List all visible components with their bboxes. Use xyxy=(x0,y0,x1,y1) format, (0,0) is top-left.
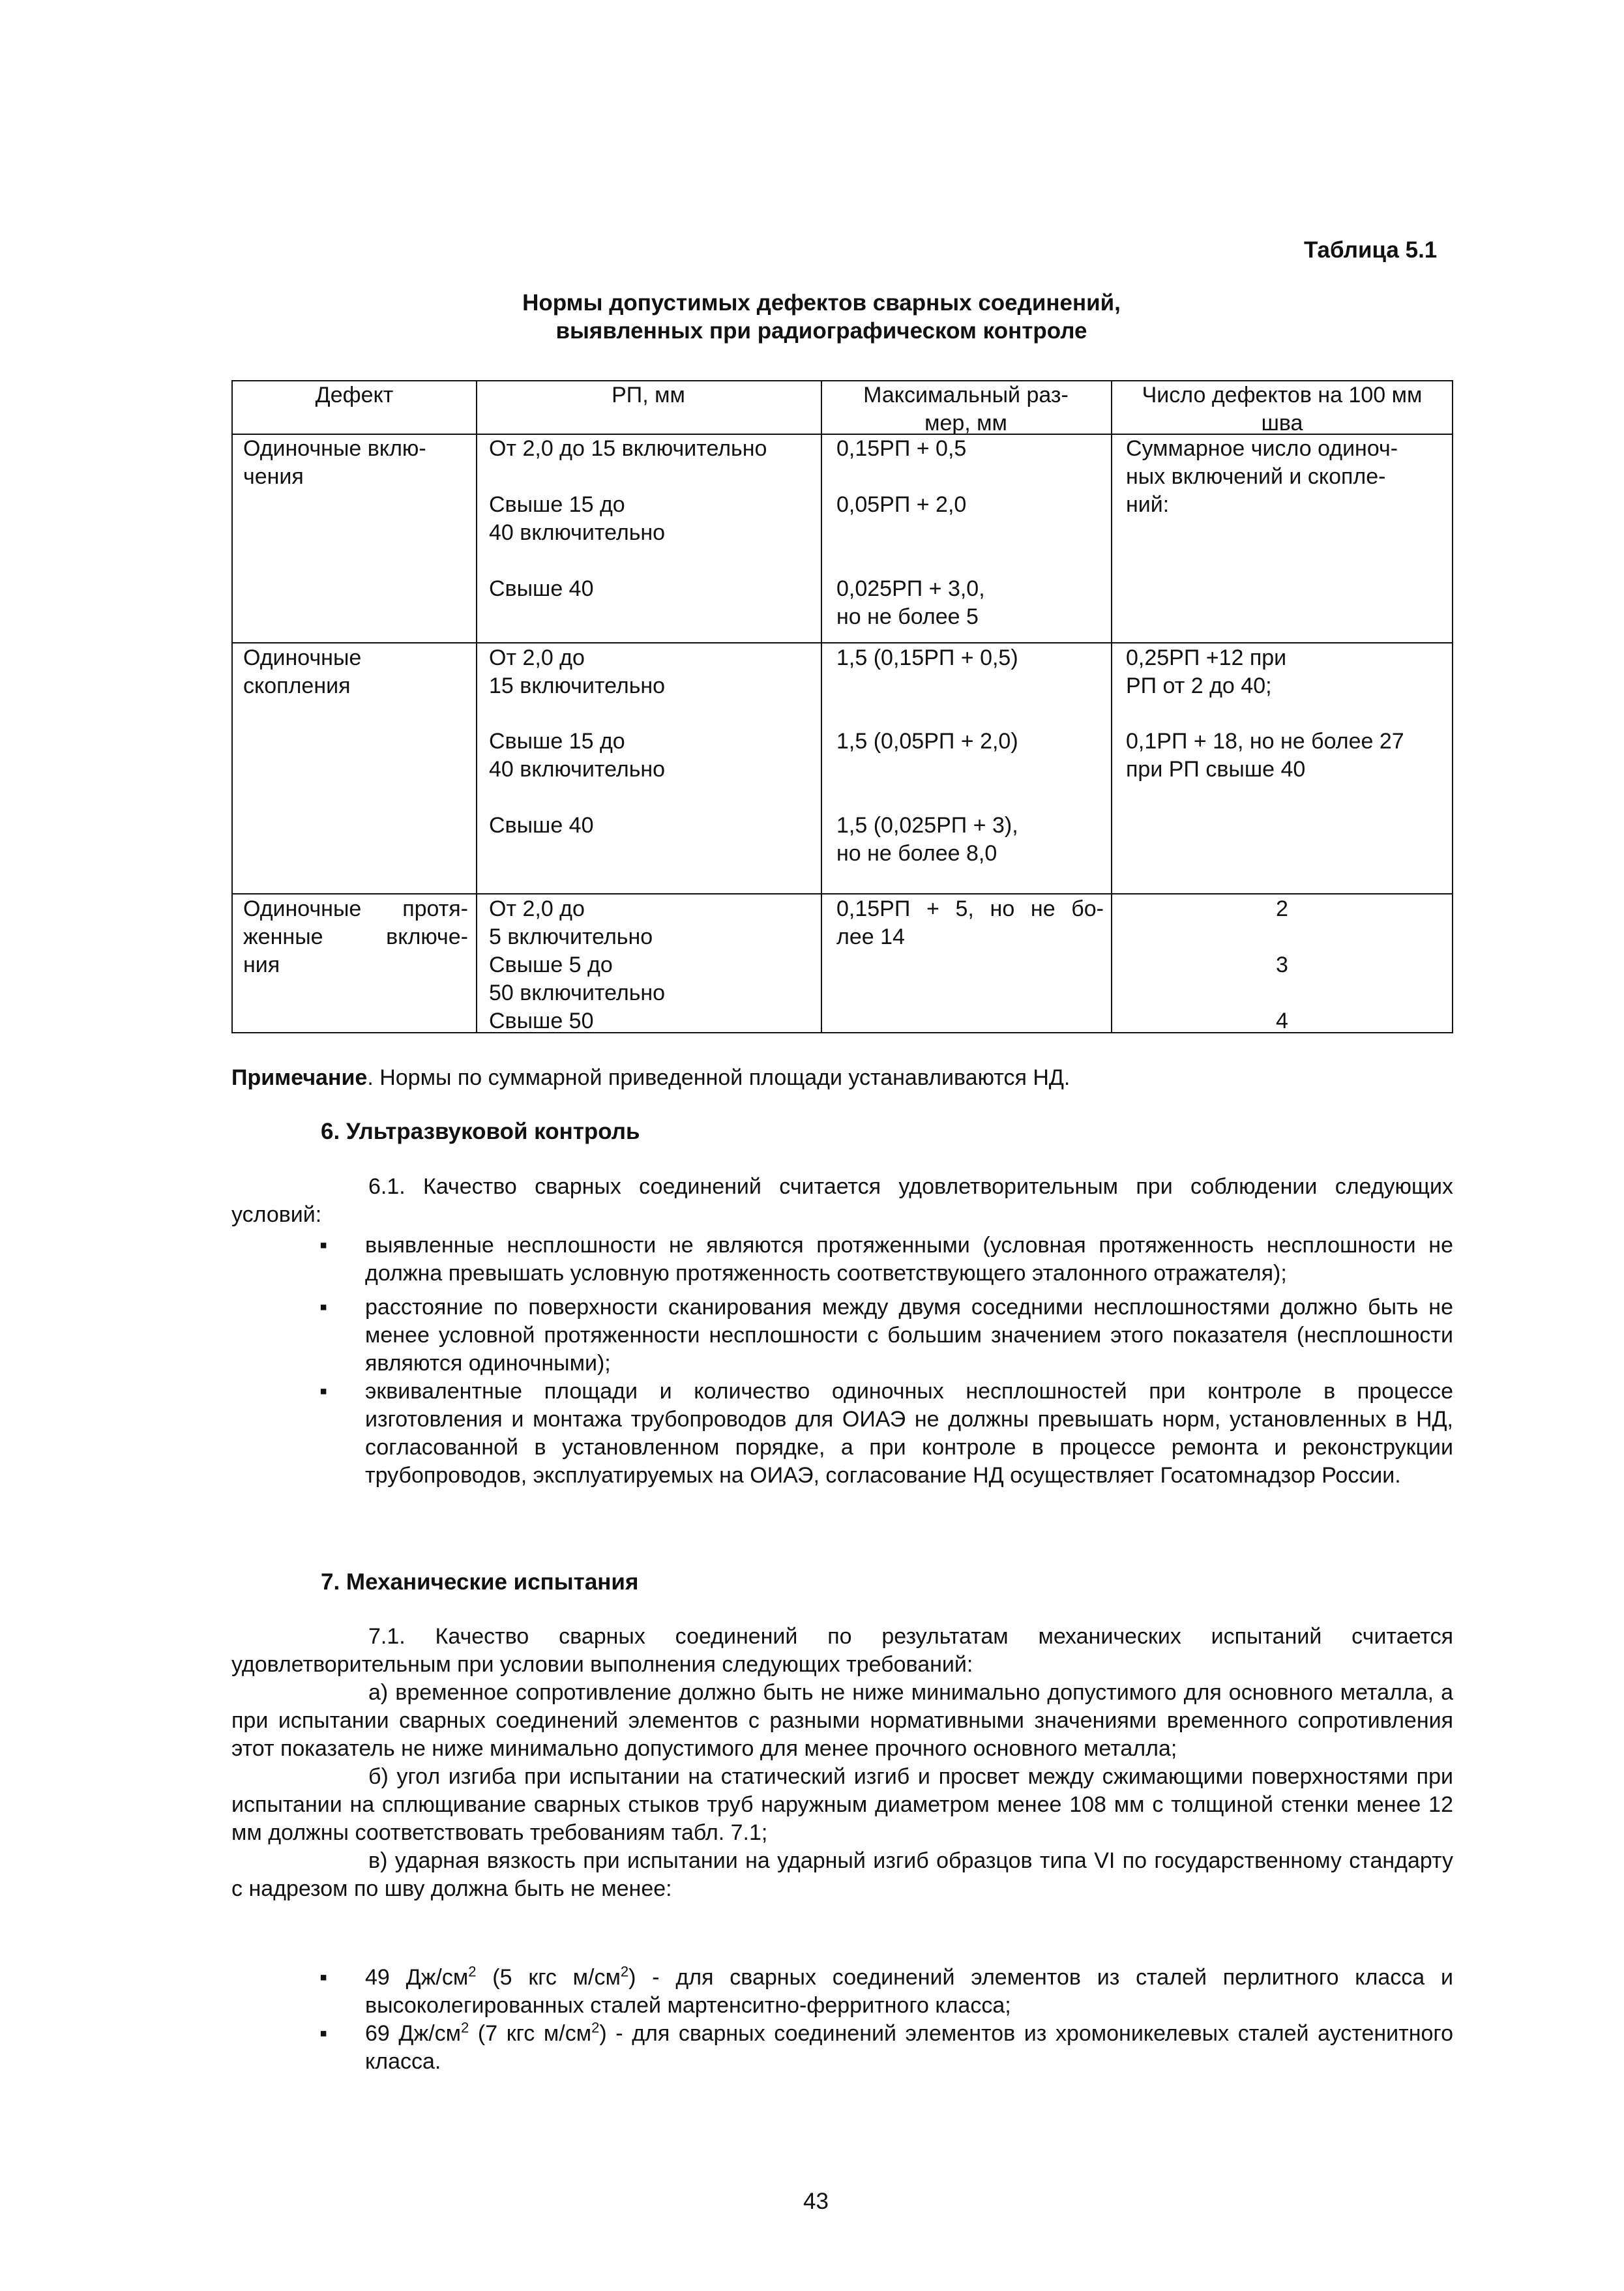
section-6-bullets xyxy=(319,1232,1453,1490)
row-divider xyxy=(233,642,1452,643)
section-7-paragraph: 7.1. Качество сварных соединений по результатам механических испытаний считается удовлетворительным при условии выполнения следующих требований: xyxy=(231,1624,1453,1677)
bullet-icon: ▪ xyxy=(319,1295,328,1320)
max-size-cell: 1,5 (0,05РП + 2,0) xyxy=(836,729,1018,754)
max-size-cell: 0,025РП + 3,0, но не более 5 xyxy=(836,576,985,629)
section-7-body xyxy=(231,1623,1453,1903)
defects-table xyxy=(231,380,1453,1033)
section-7-heading: 7. Механические испытания xyxy=(321,1569,639,1595)
rp-cell: Свыше 15 до 40 включительно xyxy=(489,729,666,782)
table-label: Таблица 5.1 xyxy=(1304,237,1438,263)
max-size-cell: 0,15РП + 5, но не бо- лее 14 xyxy=(836,896,1104,949)
list-item: ▪ 49 $Дж/см^2$ (5 кгс $м/см^2$) - для сварных соединений элементов из сталей перлитного класса и высоколегированных сталей мартенситно-ферритного класса; xyxy=(319,1963,1454,2018)
note-label: Примечание xyxy=(231,1065,368,1090)
requirement-c: в) ударная вязкость при испытании на ударный изгиб образцов типа VI по государственному стандарту с надрезом по шву должна быть не менее: xyxy=(231,1848,1453,1901)
col-divider xyxy=(1111,381,1112,1032)
rp-cell: От 2,0 до 15 включительно xyxy=(489,436,767,461)
rp-cell: Свыше 15 до 40 включительно xyxy=(489,492,666,545)
list-item: ▪ выявленные несплошности не являются протяженными (условная протяженность несплошности не должна превышать условную протяженность соответствующего эталонного отражателя); xyxy=(319,1233,1453,1286)
page-number: 43 xyxy=(803,2189,829,2214)
defect-single-clusters: Одиночные скопления xyxy=(243,645,362,698)
list-item: ▪ расстояние по поверхности сканирования между двумя соседними несплошностями должно быть не менее условной протяженности несплошности с большим значением этого показателя (несплошности являются одиночными); xyxy=(319,1295,1453,1376)
max-size-cell: 1,5 (0,15РП + 0,5) xyxy=(836,645,1018,670)
requirement-b: б) угол изгиба при испытании на статический изгиб и просвет между сжимающими поверхностями при испытании на сплющивание сварных стыков труб наружным диаметром менее 108 мм с толщиной стенки менее 12 мм должны соответствовать требованиям табл. 7.1; xyxy=(231,1764,1453,1845)
rp-cell: От 2,0 до 15 включительно xyxy=(489,645,666,698)
row-divider xyxy=(233,893,1452,894)
bullet-icon: ▪ xyxy=(319,2021,328,2046)
section-6-paragraph: 6.1. Качество сварных соединений считается удовлетворительным при соблюдении следующих условий: xyxy=(231,1174,1453,1227)
bullet-icon: ▪ xyxy=(319,1233,328,1258)
table-note xyxy=(231,1064,1070,1092)
max-size-cell: 0,15РП + 0,5 xyxy=(836,436,967,461)
note-text: . Нормы по суммарной приведенной площади устанавливаются НД. xyxy=(367,1065,1070,1090)
section-6-heading: 6. Ультразвуковой контроль xyxy=(321,1119,640,1144)
defect-single-inclusions: Одиночные вклю- чения xyxy=(243,436,426,489)
max-size-cell: 1,5 (0,025РП + 3), но не более 8,0 xyxy=(836,813,1018,866)
requirement-a: а) временное сопротивление должно быть не ниже минимально допустимого для основного металла, а при испытании сварных соединений элементов с разными нормативными значениями временного сопротивления этот показатель не ниже минимально допустимого для менее прочного основного металла; xyxy=(231,1680,1453,1761)
count-cell: 0,25РП +12 при РП от 2 до 40; xyxy=(1126,645,1287,698)
count-cell: 0,1РП + 18, но не более 27 при РП свыше 40 xyxy=(1126,729,1404,782)
col-divider xyxy=(821,381,822,1032)
list-item: ▪ 69 $Дж/см^2$ (7 кгс $м/см^2$) - для сварных соединений элементов из хромоникелевых сталей аустенитного класса. xyxy=(319,2019,1453,2074)
header-max-size: Максимальный раз- мер, мм xyxy=(863,383,1069,436)
count-cell: 2 xyxy=(1276,896,1288,921)
col-divider xyxy=(476,381,477,1032)
defect-elongated-inclusions: Одиночные протя- женные включе- ния xyxy=(243,896,468,977)
rp-cell: Свыше 40 xyxy=(489,813,594,838)
count-cell: Суммарное число одиноч- ных включений и скопле- ний: xyxy=(1126,436,1398,517)
max-size-cell: 0,05РП + 2,0 xyxy=(836,492,967,517)
table-title: Нормы допустимых дефектов сварных соединений, выявленных при радиографическом контроле xyxy=(522,290,1121,344)
count-cell: 4 xyxy=(1276,1009,1288,1033)
section-7-bullets xyxy=(319,1964,1453,2076)
header-rp: РП, мм xyxy=(612,383,685,407)
header-defect: Дефект xyxy=(315,383,394,407)
rp-cell: От 2,0 до 5 включительно Свыше 5 до 50 включительно Свыше 50 xyxy=(489,896,666,1033)
rp-cell: Свыше 40 xyxy=(489,576,594,601)
list-item: ▪ эквивалентные площади и количество одиночных несплошностей при контроле в процессе изготовления и монтажа трубопроводов для ОИАЭ не должны превышать норм, установленных в НД, согласованной в установленном порядке, а при контроле в процессе ремонта и реконструкции трубопроводов, эксплуатируемых на ОИАЭ, согласование НД осуществляет Госатомнадзор России. xyxy=(319,1379,1453,1488)
bullet-icon: ▪ xyxy=(319,1965,328,1990)
count-cell: 3 xyxy=(1276,953,1288,977)
bullet-icon: ▪ xyxy=(319,1379,328,1404)
header-count: Число дефектов на 100 мм шва xyxy=(1142,383,1423,436)
